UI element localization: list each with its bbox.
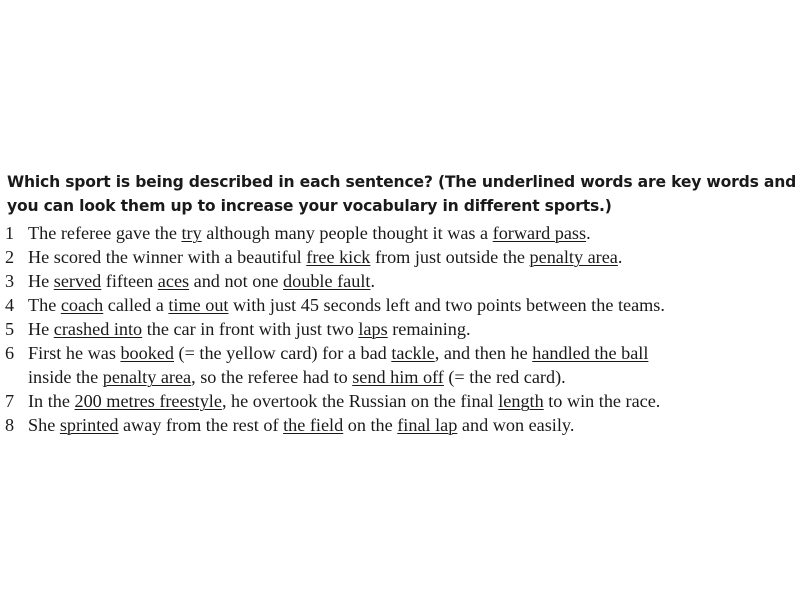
key-word: laps — [358, 319, 388, 339]
sentence-text: with just 45 seconds left and two points between the teams. — [228, 295, 665, 315]
sentence-text: The referee gave the — [28, 223, 182, 243]
key-word: send him off — [352, 367, 444, 387]
sentence-text: to win the race. — [543, 391, 661, 411]
sentence-text: First he was — [28, 343, 121, 363]
sentence-text: remaining. — [387, 319, 471, 339]
sentence-text: , he overtook the Russian on the final — [221, 391, 499, 411]
key-word: booked — [120, 343, 174, 363]
key-word: tackle — [391, 343, 435, 363]
sentence-text: although many people thought it was a — [201, 223, 493, 243]
key-word: 200 metres freestyle — [74, 391, 222, 411]
sentence-number: 2 — [5, 247, 15, 267]
sentence-number: 6 — [5, 343, 15, 363]
key-word: aces — [157, 271, 190, 291]
key-word: crashed into — [53, 319, 143, 339]
key-word: the field — [283, 415, 344, 435]
key-word: double fault — [283, 271, 371, 291]
sentence-number: 7 — [5, 391, 15, 411]
sentence-text: The — [28, 295, 61, 315]
sentence-number: 4 — [5, 295, 15, 315]
sentence-text: the car in front with just two — [142, 319, 359, 339]
sentence-text: He — [28, 319, 54, 339]
sentence-number: 8 — [5, 415, 15, 435]
sentence-text: from just outside the — [370, 247, 530, 267]
sentence-number: 5 — [5, 319, 15, 339]
sentence-text: (= the yellow card) for a bad — [174, 343, 392, 363]
key-word: coach — [60, 295, 104, 315]
sentence-text: called a — [103, 295, 169, 315]
key-word: time out — [168, 295, 229, 315]
sentence-item — [5, 245, 795, 269]
sentence-text: . — [617, 247, 623, 267]
sentence-text: away from the rest of — [118, 415, 284, 435]
sentence-text: and won easily. — [457, 415, 575, 435]
key-word: handled the ball — [532, 343, 649, 363]
key-word: forward pass — [492, 223, 587, 243]
sentence-number: 1 — [5, 223, 15, 243]
sentence-item — [5, 221, 795, 245]
sentence-text: , and then he — [434, 343, 533, 363]
key-word: final lap — [397, 415, 458, 435]
sentence-text: . — [586, 223, 591, 243]
sentence-text: (= the red card). — [443, 367, 566, 387]
key-word: free kick — [306, 247, 371, 267]
key-word: penalty area — [529, 247, 618, 267]
sentence-item — [5, 413, 795, 437]
sentence-item — [5, 389, 795, 413]
sentence-text: inside the — [28, 367, 103, 387]
key-word: sprinted — [59, 415, 119, 435]
sentence-text: She — [28, 415, 60, 435]
sentence-item — [5, 341, 795, 389]
sentence-item — [5, 293, 795, 317]
sentence-text: In the — [28, 391, 75, 411]
sentence-text: , so the referee had to — [191, 367, 353, 387]
sentence-text: fifteen — [101, 271, 158, 291]
sentence-text: He — [28, 271, 54, 291]
key-word: penalty area — [102, 367, 192, 387]
key-word: try — [181, 223, 202, 243]
sentence-text: and not one — [189, 271, 284, 291]
sentence-text: on the — [343, 415, 398, 435]
sentence-text: He scored the winner with a beautiful — [28, 247, 307, 267]
key-word: served — [53, 271, 102, 291]
sentence-item — [5, 317, 795, 341]
exercise-instruction: Which sport is being described in each sentence? (The underlined words are key words and you can look them up to increase your vocabulary in different sports.) — [7, 173, 797, 215]
sentence-number: 3 — [5, 271, 15, 291]
key-word: length — [498, 391, 544, 411]
sentence-text: . — [370, 271, 375, 291]
sentence-list — [5, 221, 795, 437]
sentence-item — [5, 269, 795, 293]
